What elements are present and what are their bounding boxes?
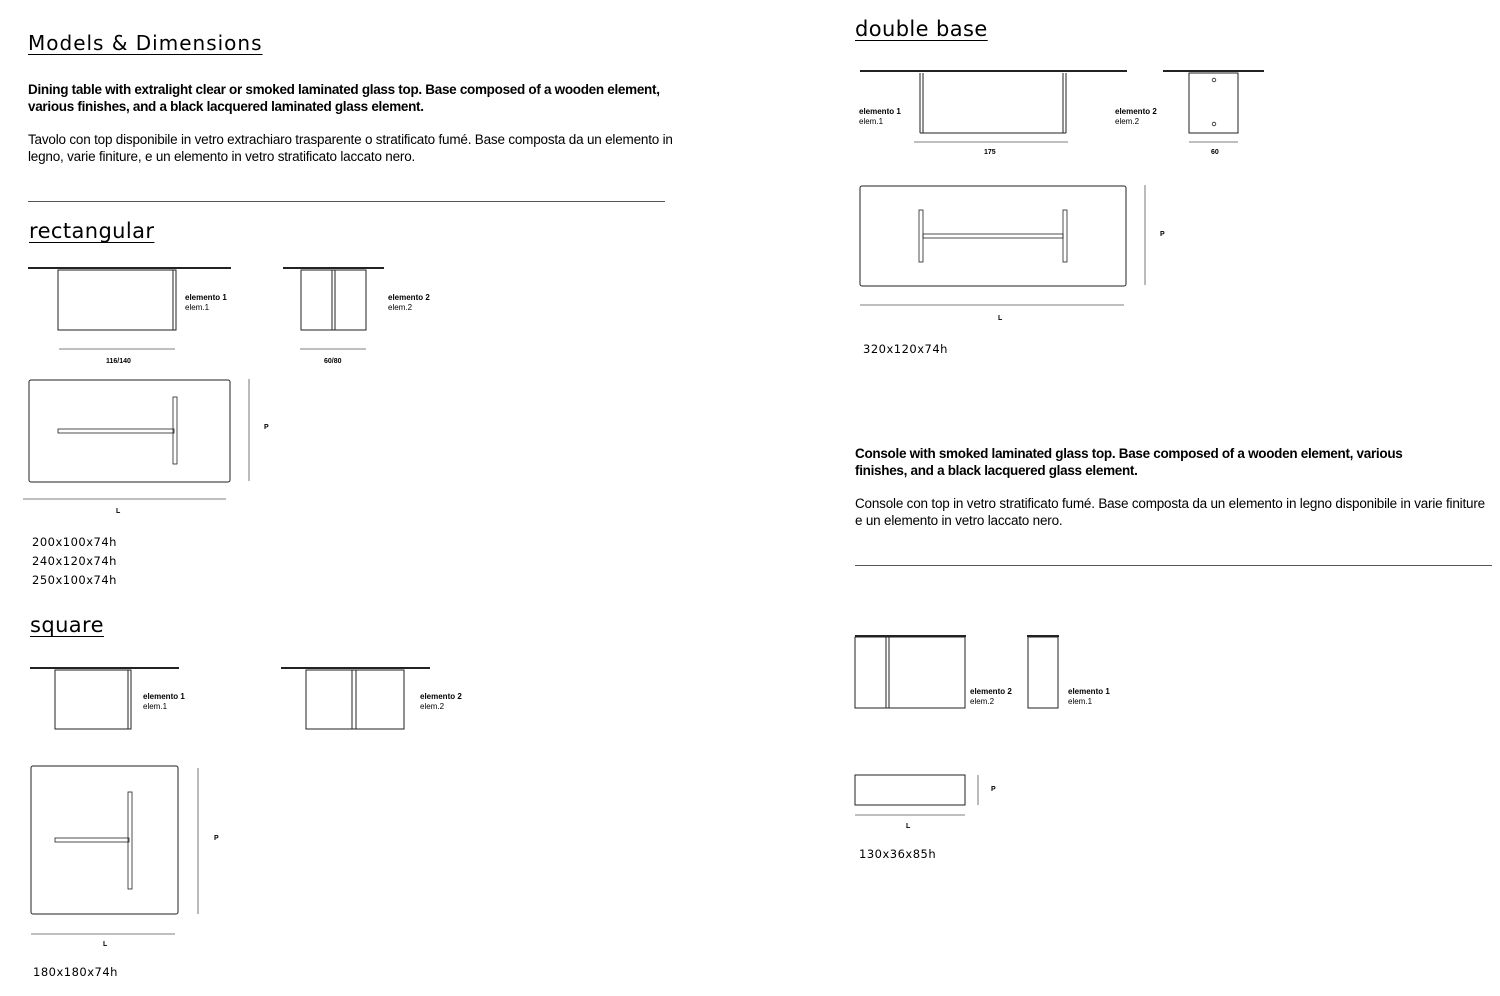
divider [28, 201, 665, 202]
rect-dim-2: 60/80 [324, 358, 342, 365]
rect-label-1: elemento 1 elem.1 [185, 293, 227, 312]
rect-dim-p: P [264, 424, 269, 431]
rect-dim-1: 116/140 [106, 358, 131, 365]
double-label-1: elemento 1 elem.1 [859, 107, 901, 126]
size-item: 130x36x85h [859, 847, 937, 861]
square-dim-p: P [214, 835, 219, 842]
double-base-title: double base [855, 17, 988, 41]
divider [855, 565, 1492, 566]
rectangular-title: rectangular [29, 219, 155, 243]
double-label-2: elemento 2 elem.2 [1115, 107, 1157, 126]
square-sizes [33, 963, 118, 982]
size-item: 320x120x74h [863, 342, 948, 356]
rect-dim-l: L [116, 508, 121, 515]
double-dim-1: 175 [984, 149, 996, 156]
console-description-it: Console con top in vetro stratificato fumé. Base composta da un elemento in legno disponibile in varie finiture e un elemento in vetro laccato nero. [855, 496, 1485, 528]
description-en: Dining table with extralight clear or smoked laminated glass top. Base composed of a wooden element, various finishes, and a black lacquered laminated glass element. [28, 82, 660, 114]
size-item: 240x120x74h [32, 554, 117, 568]
double-sizes [863, 340, 948, 359]
size-item: 250x100x74h [32, 573, 117, 587]
size-item: 200x100x74h [32, 535, 117, 549]
console-sizes [859, 845, 936, 864]
double-dim-p: P [1160, 231, 1165, 238]
console-dim-p: P [991, 786, 996, 793]
console-dim-l: L [906, 823, 911, 830]
square-dim-l: L [103, 941, 108, 948]
rect-label-2: elemento 2 elem.2 [388, 293, 430, 312]
double-dim-2: 60 [1211, 149, 1219, 156]
square-title: square [30, 613, 104, 637]
page-title: Models & Dimensions [28, 31, 263, 55]
rect-sizes [32, 533, 117, 590]
console-plan [0, 0, 1, 1]
console-description-en: Console with smoked laminated glass top. Base composed of a wooden element, various finishes, and a black lacquered glass element. [855, 446, 1403, 478]
description-it: Tavolo con top disponibile in vetro extrachiaro trasparente o stratificato fumé. Base composta da un elemento in legno, varie finiture, e un elemento in vetro stratificato laccato nero. [28, 132, 673, 164]
size-item: 180x180x74h [33, 965, 118, 979]
console-label-1: elemento 1 elem.1 [1068, 687, 1110, 706]
console-label-2: elemento 2 elem.2 [970, 687, 1012, 706]
square-label-1: elemento 1 elem.1 [143, 692, 185, 711]
square-label-2: elemento 2 elem.2 [420, 692, 462, 711]
double-dim-l: L [998, 315, 1003, 322]
